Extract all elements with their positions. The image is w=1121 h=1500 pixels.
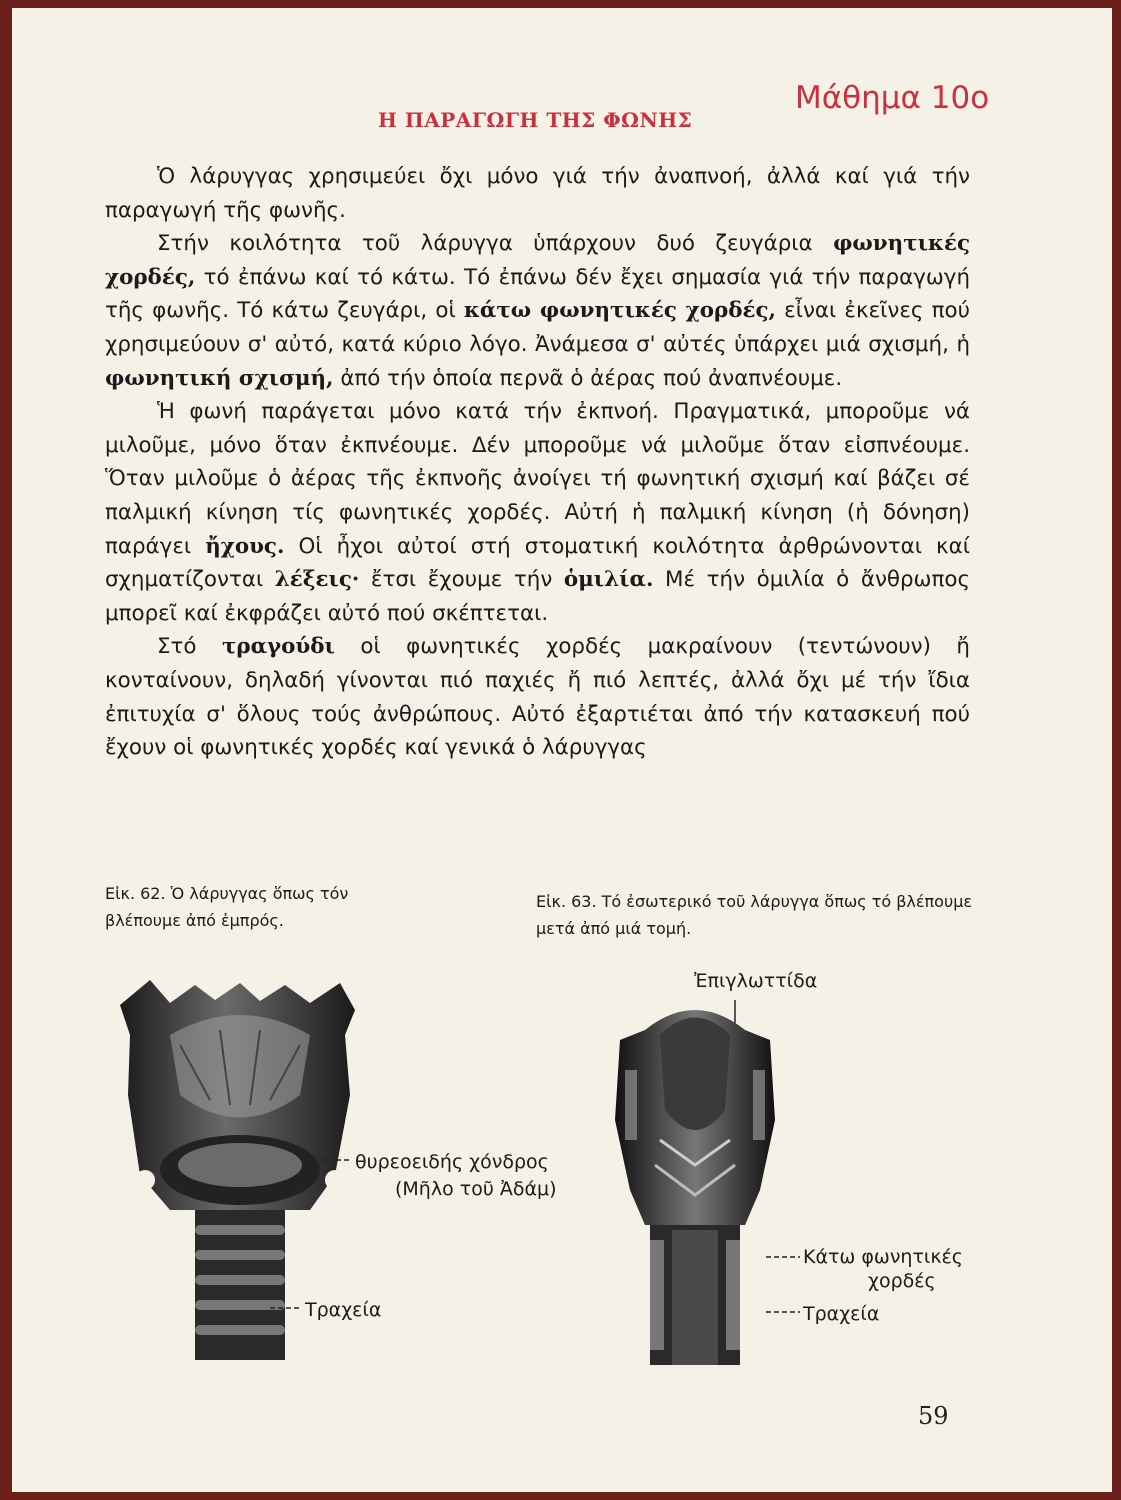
label-adams-apple: (Μῆλο τοῦ Ἀδάμ)	[395, 1178, 557, 1200]
chapter-title: Η ΠΑΡΑΓΩΓΗ ΤΗΣ ΦΩΝΗΣ	[378, 108, 693, 132]
text-run: ἔτσι ἔχουμε τήν	[359, 567, 564, 593]
page-number: 59	[918, 1402, 949, 1430]
text-run: Στήν κοιλότητα τοῦ λάρυγγα ὑπάρχουν δυό ζευγάρια	[157, 231, 834, 257]
figure-62-caption: Εἰκ. 62. Ὁ λάρυγγας ὅπως τόν βλέπουμε ἀπό ἐμπρός.	[105, 884, 349, 930]
bold-term: λέξεις·	[274, 567, 360, 593]
bold-term: ὁμιλία.	[563, 567, 654, 593]
bold-term: ἤχους.	[205, 533, 285, 559]
text-run: Μέ τήν ὁμιλία ὁ ἄνθρωπος μπορεῖ καί ἐκφράζει αὐτό πού σκέπτεται.	[105, 567, 970, 626]
lesson-number: Μάθημα 10ο	[795, 80, 990, 116]
text-run: Ἡ φωνή παράγεται μόνο κατά τήν ἐκπνοή. Πραγματικά, μποροῦμε νά μιλοῦμε, μόνο ὅταν ἐκπνέουμε. Δέν μποροῦμε νά μιλοῦμε ὅταν εἰσπνέουμε. Ὅταν μιλοῦμε ὁ ἀέρας τῆς ἐκπνοῆς ἀνοίγει τή φωνητική σχισμή καί βάζει σέ παλμική κίνηση τίς φωνητικές χορδές. Αὐτή ἡ παλμική κίνηση (ἡ δόνηση) παράγει	[105, 399, 970, 559]
label-epiglottis: Ἐπιγλωττίδα	[694, 970, 818, 992]
text-run: εἶναι ἐκεῖνες πού χρησιμεύουν σ' αὐτό, κατά κύριο λόγο. Ἀνάμεσα σ' αὐτές ὑπάρχει μιά σχισμή, ἡ	[105, 298, 970, 357]
bold-term: κάτω φωνητικές χορδές,	[463, 298, 776, 324]
label-vocal-cords-line1: Κάτω φωνητικές	[803, 1246, 963, 1268]
label-vocal-cords-line2: χορδές	[868, 1270, 936, 1292]
label-thyroid-cartilage: θυρεοειδής χόνδρος	[355, 1151, 549, 1173]
text-run: οἱ φωνητικές χορδές μακραίνουν (τεντώνουν) ἤ κονταίνουν, δηλαδή γίνονται πιό παχιές ἤ πιό λεπτές, ἀλλά ὄχι μέ τήν ἴδια ἐπιτυχία σ' ὅλους τούς ἀνθρώπους. Αὐτό ἐξαρτιέται ἀπό τήν κατασκευή πού ἔχουν οἱ φωνητικές χορδές καί γενικά ὁ λάρυγγας	[105, 634, 970, 761]
text-run: ἀπό τήν ὁποία περνᾶ ὁ ἀέρας πού ἀναπνέουμε.	[333, 365, 843, 391]
figure-63-caption: Εἰκ. 63. Τό ἐσωτερικό τοῦ λάρυγγα ὅπως τό βλέπουμε μετά ἀπό μιά τομή.	[536, 892, 973, 938]
bold-term: φωνητική σχισμή,	[105, 365, 334, 391]
bold-term: φωνητικές χορδές,	[105, 231, 970, 290]
text-run: Ὁ λάρυγγας χρησιμεύει ὄχι μόνο γιά τήν ἀναπνοή, ἀλλά καί γιά τήν παραγωγή τῆς φωνῆς.	[105, 164, 970, 223]
text-run: τό ἐπάνω καί τό κάτω. Τό ἐπάνω δέν ἔχει σημασία γιά τήν παραγωγή τῆς φωνῆς. Τό κάτω ζευγάρι, οἱ	[105, 264, 970, 324]
larynx-section-illustration	[610, 990, 780, 1365]
bold-term: τραγούδι	[221, 634, 335, 660]
text-run: Οἱ ἦχοι αὐτοί στή στοματική κοιλότητα ἀρθρώνονται καί σχηματίζονται	[105, 533, 971, 593]
text-run: Στό	[157, 634, 222, 660]
label-trachea-front: Τραχεία	[305, 1299, 382, 1321]
label-trachea-section: Τραχεία	[803, 1303, 880, 1325]
